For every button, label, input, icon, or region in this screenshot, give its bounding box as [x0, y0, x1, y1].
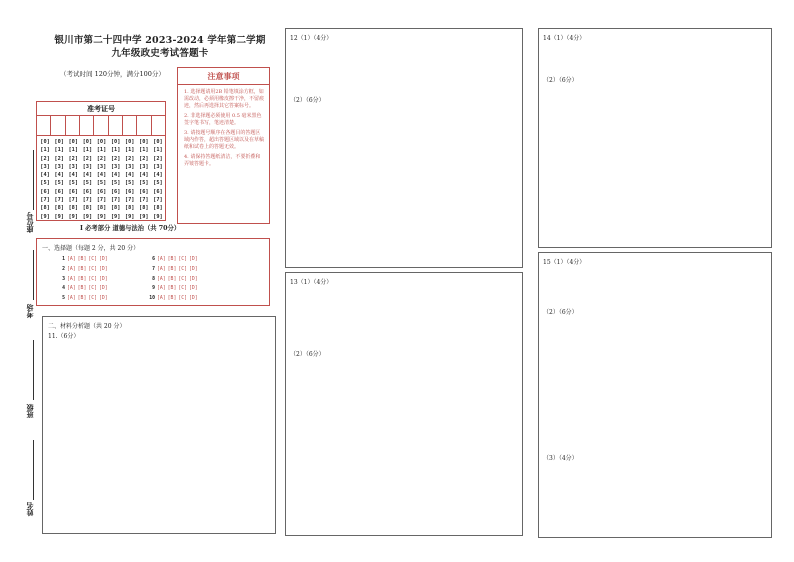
digit-bubble[interactable]: [5]: [124, 180, 135, 187]
digit-bubble[interactable]: [6]: [54, 188, 64, 195]
digit-bubble[interactable]: [8]: [110, 205, 121, 212]
digit-bubble[interactable]: [7]: [40, 197, 50, 204]
name-line: [33, 440, 34, 500]
digit-bubble[interactable]: [6]: [40, 188, 50, 195]
digit-bubble[interactable]: [0]: [139, 139, 149, 145]
choice-option-bubble[interactable]: [D]: [99, 266, 108, 272]
choice-question: [147, 296, 198, 301]
digit-bubble[interactable]: [3]: [68, 163, 79, 170]
digit-bubble[interactable]: [3]: [153, 163, 163, 170]
q15-part2: （2）（6分）: [543, 309, 578, 316]
digit-bubble[interactable]: [5]: [40, 180, 50, 187]
digit-bubble[interactable]: [2]: [82, 155, 93, 162]
choice-question: [57, 296, 108, 301]
q11-label: 11.（6分）: [48, 333, 80, 340]
note-item: 3. 请按题号顺序在各题目的答题区域内作答，超出答题区域以及在草稿纸和试卷上的答题无效。: [184, 130, 265, 150]
digit-bubble[interactable]: [4]: [153, 172, 163, 179]
choice-option-bubble[interactable]: [A]: [67, 276, 76, 282]
digit-bubble[interactable]: [3]: [40, 163, 50, 170]
exam-number-column: [52, 138, 66, 221]
choice-option-bubble[interactable]: [D]: [99, 286, 108, 292]
exam-number-column: [123, 138, 137, 221]
q14-answer-box[interactable]: [538, 28, 772, 248]
choice-question: [57, 267, 108, 272]
choice-option-bubble[interactable]: [A]: [67, 266, 76, 272]
exam-number-box[interactable]: [66, 116, 80, 135]
material-answer-box[interactable]: [42, 316, 276, 534]
choice-option-bubble[interactable]: [A]: [157, 296, 166, 302]
digit-bubble[interactable]: [9]: [96, 213, 107, 220]
choice-option-bubble[interactable]: [D]: [189, 296, 198, 302]
digit-bubble[interactable]: [1]: [124, 147, 135, 154]
choice-option-bubble[interactable]: [B]: [167, 276, 177, 282]
choice-option-bubble[interactable]: [B]: [77, 257, 87, 262]
digit-bubble[interactable]: [2]: [40, 155, 50, 162]
digit-bubble[interactable]: [2]: [124, 155, 135, 162]
digit-bubble[interactable]: [4]: [110, 172, 121, 179]
exam-number-column: [137, 138, 151, 221]
choice-option-bubble[interactable]: [C]: [178, 257, 188, 262]
class-label: 班级: [25, 404, 34, 418]
exam-time-note: （考试时间 120分钟，满分100分）: [60, 70, 165, 78]
choice-question: [147, 277, 198, 282]
exam-number-box[interactable]: [80, 116, 94, 135]
digit-bubble[interactable]: [3]: [124, 163, 135, 170]
digit-bubble[interactable]: [2]: [110, 155, 121, 162]
digit-bubble[interactable]: [1]: [139, 147, 149, 154]
digit-bubble[interactable]: [0]: [82, 139, 93, 145]
digit-bubble[interactable]: [4]: [68, 172, 79, 179]
exam-number-column: [109, 138, 123, 221]
choice-question: [57, 257, 108, 262]
note-item: 4. 请保持答题纸清洁，不要折叠和弄皱答题卡。: [184, 154, 261, 167]
digit-bubble[interactable]: [7]: [54, 197, 64, 204]
choice-option-bubble[interactable]: [A]: [67, 257, 76, 262]
material-label: 二、材料分析题（共 20 分）: [48, 323, 126, 330]
question-number: 9: [152, 286, 155, 292]
digit-bubble[interactable]: [7]: [110, 197, 121, 204]
name-label: 姓名: [25, 502, 34, 516]
q15-part1: 15（1）（4分）: [543, 259, 586, 266]
exam-number-grid: [36, 101, 166, 221]
exam-number-column: [151, 138, 165, 221]
question-number: 2: [62, 266, 65, 272]
digit-bubble[interactable]: [6]: [139, 188, 149, 195]
exam-number-box[interactable]: [51, 116, 65, 135]
digit-bubble[interactable]: [1]: [110, 147, 121, 154]
digit-bubble[interactable]: [5]: [139, 180, 149, 187]
seat-label: 座位号: [25, 212, 34, 233]
digit-bubble[interactable]: [2]: [54, 155, 64, 162]
digit-bubble[interactable]: [8]: [96, 205, 107, 212]
exam-number-box[interactable]: [109, 116, 123, 135]
digit-bubble[interactable]: [4]: [139, 172, 149, 179]
digit-bubble[interactable]: [7]: [139, 197, 149, 204]
digit-bubble[interactable]: [4]: [124, 172, 135, 179]
choice-option-bubble[interactable]: [D]: [189, 257, 198, 262]
choice-option-bubble[interactable]: [D]: [99, 276, 108, 282]
digit-bubble[interactable]: [0]: [110, 139, 121, 145]
digit-bubble[interactable]: [5]: [153, 180, 163, 187]
digit-bubble[interactable]: [1]: [68, 147, 79, 154]
exam-number-box[interactable]: [94, 116, 108, 135]
digit-bubble[interactable]: [4]: [40, 172, 50, 179]
digit-bubble[interactable]: [0]: [153, 139, 163, 145]
choice-option-bubble[interactable]: [A]: [157, 266, 166, 272]
digit-bubble[interactable]: [1]: [40, 147, 50, 154]
digit-bubble[interactable]: [2]: [139, 155, 149, 162]
question-number: 8: [152, 276, 155, 282]
digit-bubble[interactable]: [9]: [110, 213, 121, 220]
question-number: 10: [149, 296, 155, 302]
choice-option-bubble[interactable]: [C]: [178, 266, 188, 272]
question-number: 5: [62, 296, 65, 302]
digit-bubble[interactable]: [9]: [124, 213, 135, 220]
digit-bubble[interactable]: [6]: [82, 188, 93, 195]
digit-bubble[interactable]: [1]: [153, 147, 163, 154]
choice-question: [57, 286, 108, 291]
digit-bubble[interactable]: [9]: [68, 213, 79, 220]
choice-option-bubble[interactable]: [D]: [189, 276, 198, 282]
digit-bubble[interactable]: [9]: [153, 213, 163, 220]
digit-bubble[interactable]: [4]: [54, 172, 64, 179]
exam-number-box[interactable]: [37, 116, 51, 135]
digit-bubble[interactable]: [7]: [153, 197, 163, 204]
digit-bubble[interactable]: [5]: [82, 180, 93, 187]
choice-section: [36, 238, 270, 306]
digit-bubble[interactable]: [9]: [139, 213, 149, 220]
choice-option-bubble[interactable]: [A]: [157, 286, 166, 292]
digit-bubble[interactable]: [6]: [110, 188, 121, 195]
q12-part2: （2）（6分）: [290, 97, 325, 104]
digit-bubble[interactable]: [8]: [82, 205, 93, 212]
notes-box: [177, 67, 270, 224]
digit-bubble[interactable]: [7]: [82, 197, 93, 204]
digit-bubble[interactable]: [5]: [54, 180, 64, 187]
choice-option-bubble[interactable]: [D]: [99, 296, 108, 302]
choice-option-bubble[interactable]: [C]: [88, 266, 98, 272]
choice-option-bubble[interactable]: [D]: [189, 286, 198, 292]
exam-number-column: [94, 138, 108, 221]
q12-part1: 12（1）（4分）: [290, 35, 333, 42]
digit-bubble[interactable]: [3]: [110, 163, 121, 170]
room-label: 考场: [25, 304, 34, 318]
digit-bubble[interactable]: [0]: [96, 139, 107, 145]
question-number: 6: [152, 257, 155, 262]
choice-option-bubble[interactable]: [C]: [88, 286, 98, 292]
choice-option-bubble[interactable]: [B]: [77, 276, 87, 282]
digit-bubble[interactable]: [7]: [124, 197, 135, 204]
choice-question: [147, 286, 198, 291]
choice-question: [57, 277, 108, 282]
digit-bubble[interactable]: [4]: [82, 172, 93, 179]
choice-option-bubble[interactable]: [C]: [88, 296, 98, 302]
digit-bubble[interactable]: [1]: [96, 147, 107, 154]
choice-option-bubble[interactable]: [B]: [167, 257, 177, 262]
choice-option-bubble[interactable]: [B]: [167, 266, 177, 272]
digit-bubble[interactable]: [2]: [96, 155, 107, 162]
q15-answer-box[interactable]: [538, 252, 772, 538]
digit-bubble[interactable]: [0]: [68, 139, 79, 145]
choice-option-bubble[interactable]: [A]: [157, 257, 166, 262]
digit-bubble[interactable]: [6]: [68, 188, 79, 195]
section-title: I 必考部分 道德与法治（共 70分）: [80, 225, 181, 232]
digit-bubble[interactable]: [0]: [40, 139, 50, 145]
choice-option-bubble[interactable]: [C]: [178, 276, 188, 282]
choice-option-bubble[interactable]: [B]: [77, 296, 87, 302]
choice-label: 一、选择题（每题 2 分，共 20 分）: [42, 245, 140, 252]
digit-bubble[interactable]: [6]: [124, 188, 135, 195]
question-number: 7: [152, 266, 155, 272]
choice-option-bubble[interactable]: [C]: [88, 276, 98, 282]
choice-option-bubble[interactable]: [A]: [157, 276, 166, 282]
digit-bubble[interactable]: [3]: [139, 163, 149, 170]
exam-number-bubbles: [37, 136, 165, 221]
q14-part2: （2）（6分）: [543, 77, 578, 84]
digit-bubble[interactable]: [7]: [68, 197, 79, 204]
digit-bubble[interactable]: [1]: [82, 147, 93, 154]
exam-number-box[interactable]: [137, 116, 151, 135]
exam-number-column: [80, 138, 94, 221]
choice-option-bubble[interactable]: [B]: [167, 296, 177, 302]
choice-option-bubble[interactable]: [C]: [88, 257, 98, 262]
digit-bubble[interactable]: [8]: [68, 205, 79, 212]
digit-bubble[interactable]: [2]: [153, 155, 163, 162]
title-line-2: 九年级政史考试答题卡: [111, 48, 209, 59]
digit-bubble[interactable]: [0]: [124, 139, 135, 145]
choice-option-bubble[interactable]: [B]: [77, 286, 87, 292]
q13-answer-box[interactable]: [285, 272, 523, 536]
choice-option-bubble[interactable]: [B]: [77, 266, 87, 272]
digit-bubble[interactable]: [3]: [96, 163, 107, 170]
class-line: [33, 340, 34, 400]
choice-option-bubble[interactable]: [A]: [67, 296, 76, 302]
choice-option-bubble[interactable]: [A]: [67, 286, 76, 292]
digit-bubble[interactable]: [6]: [153, 188, 163, 195]
page-title: [40, 34, 280, 60]
choice-option-bubble[interactable]: [C]: [178, 296, 188, 302]
q15-part3: （3）（4分）: [543, 455, 578, 462]
digit-bubble[interactable]: [9]: [54, 213, 64, 220]
digit-bubble[interactable]: [2]: [68, 155, 79, 162]
q12-answer-box[interactable]: [285, 28, 523, 268]
exam-number-heading: 准考证号: [37, 102, 165, 116]
digit-bubble[interactable]: [3]: [54, 163, 64, 170]
digit-bubble[interactable]: [6]: [96, 188, 107, 195]
digit-bubble[interactable]: [5]: [110, 180, 121, 187]
q14-part1: 14（1）（4分）: [543, 35, 586, 42]
digit-bubble[interactable]: [8]: [54, 205, 64, 212]
notes-heading: 注意事项: [178, 68, 269, 85]
digit-bubble[interactable]: [9]: [40, 213, 50, 220]
choice-question: [147, 257, 198, 262]
q13-part2: （2）（6分）: [290, 351, 325, 358]
digit-bubble[interactable]: [8]: [139, 205, 149, 212]
digit-bubble[interactable]: [8]: [153, 205, 163, 212]
exam-number-box[interactable]: [123, 116, 137, 135]
room-line: [33, 250, 34, 300]
choice-option-bubble[interactable]: [C]: [178, 286, 188, 292]
digit-bubble[interactable]: [9]: [82, 213, 93, 220]
note-item: 2. 非选择题必须使用 0.5 毫米黑色签字笔书写，笔迹清楚。: [184, 113, 262, 126]
digit-bubble[interactable]: [0]: [54, 139, 64, 145]
digit-bubble[interactable]: [5]: [96, 180, 107, 187]
choice-question: [147, 267, 198, 272]
digit-bubble[interactable]: [4]: [96, 172, 107, 179]
choice-option-bubble[interactable]: [D]: [189, 266, 198, 272]
question-number: 1: [62, 257, 65, 262]
question-number: 3: [62, 276, 65, 282]
exam-number-column: [66, 138, 80, 221]
digit-bubble[interactable]: [5]: [68, 180, 79, 187]
digit-bubble[interactable]: [3]: [82, 163, 93, 170]
title-line-1: 银川市第二十四中学 2023-2024 学年第二学期: [54, 35, 266, 46]
exam-number-column: [38, 138, 52, 221]
seat-line: [33, 150, 34, 210]
question-number: 4: [62, 286, 65, 292]
digit-bubble[interactable]: [8]: [124, 205, 135, 212]
digit-bubble[interactable]: [7]: [96, 197, 107, 204]
digit-bubble[interactable]: [1]: [54, 147, 64, 154]
choice-option-bubble[interactable]: [D]: [99, 257, 108, 262]
exam-number-write-boxes: [37, 116, 165, 136]
exam-number-box[interactable]: [152, 116, 165, 135]
note-item: 1. 选择题请用2B 铅笔填涂方框，如需改动，必须用橡皮擦干净，不留痕迹，然后再选择其它答案标号。: [184, 89, 265, 109]
choice-option-bubble[interactable]: [B]: [167, 286, 177, 292]
q13-part1: 13（1）（4分）: [290, 279, 333, 286]
digit-bubble[interactable]: [8]: [40, 205, 50, 212]
